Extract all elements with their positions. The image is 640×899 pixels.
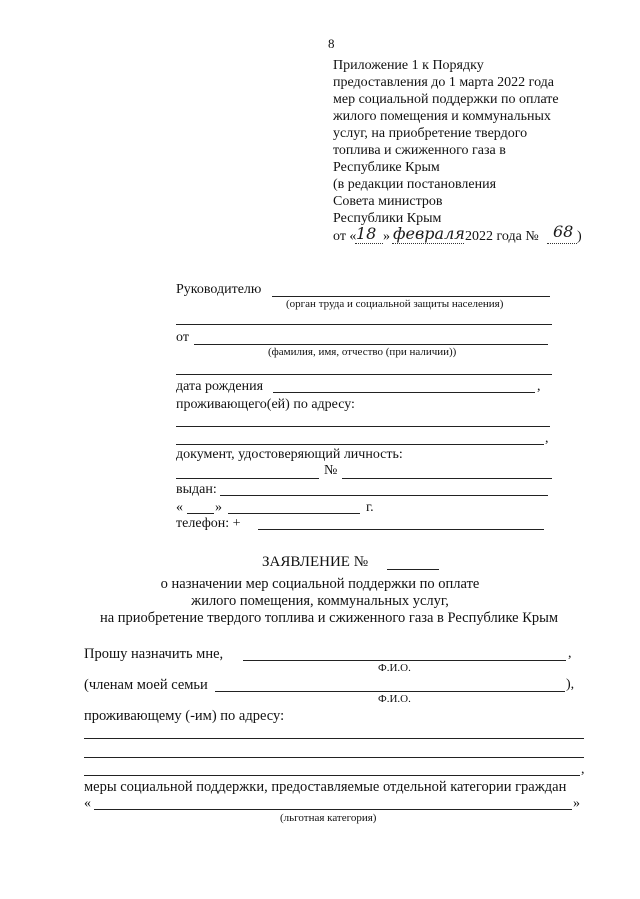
phone-label: телефон: + <box>176 516 241 531</box>
resolution-date-close: ) <box>577 229 582 244</box>
family-label: (членам моей семьи <box>84 677 208 693</box>
family-close: ), <box>566 677 575 692</box>
phone-field[interactable] <box>258 529 544 530</box>
title-line-2: жилого помещения, коммунальных услуг, <box>191 593 449 609</box>
appendix-line: (в редакции постановления <box>333 177 497 192</box>
appendix-line: Республики Крым <box>333 211 442 226</box>
request-comma: , <box>568 646 572 661</box>
body-address-field-2[interactable] <box>84 757 584 758</box>
from-field[interactable] <box>194 344 548 345</box>
body-address-field-3[interactable] <box>84 775 580 776</box>
head-caption: (орган труда и социальной защиты населения) <box>286 298 504 310</box>
birth-comma: , <box>537 379 541 394</box>
appendix-line: топлива и сжиженного газа в <box>333 143 506 158</box>
appendix-line: предоставления до 1 марта 2022 года <box>333 75 555 90</box>
month-line <box>392 243 464 244</box>
measures-label: меры социальной поддержки, предоставляемые отдельной категории граждан <box>84 779 567 795</box>
from-field-line-2[interactable] <box>176 374 552 375</box>
handwritten-day: 18 <box>356 224 377 243</box>
from-caption: (фамилия, имя, отчество (при наличии)) <box>268 346 457 358</box>
issued-label: выдан: <box>176 482 217 497</box>
id-series-field[interactable] <box>176 478 319 479</box>
appendix-line: Республике Крым <box>333 160 440 175</box>
head-field[interactable] <box>272 296 550 297</box>
applicant-fio-field[interactable] <box>243 660 566 661</box>
issue-date-open: « <box>176 500 183 515</box>
id-number-field[interactable] <box>342 478 552 479</box>
issued-field[interactable] <box>220 495 548 496</box>
application-number-field[interactable] <box>387 569 439 570</box>
address-field-1[interactable] <box>176 426 550 427</box>
handwritten-month: февраля <box>393 224 465 243</box>
category-caption: (льготная категория) <box>280 812 377 824</box>
number-sign: № <box>324 463 338 478</box>
address-field-2[interactable] <box>176 444 544 445</box>
handwritten-number: 68 <box>553 222 574 241</box>
address-comma: , <box>581 762 585 777</box>
resolution-date-year: 2022 года № <box>465 229 539 244</box>
issue-date-close: » <box>215 500 222 515</box>
birth-label: дата рождения <box>176 379 264 394</box>
body-address-field-1[interactable] <box>84 738 584 739</box>
issue-day-field[interactable] <box>187 513 214 514</box>
head-field-line-2[interactable] <box>176 324 552 325</box>
from-label: от <box>176 330 189 345</box>
head-label: Руководителю <box>176 282 262 297</box>
appendix-line: услуг, на приобретение твердого <box>333 126 528 141</box>
id-doc-label: документ, удостоверяющий личность: <box>176 447 403 462</box>
title-line-1: о назначении мер социальной поддержки по оплате <box>160 576 480 592</box>
address-comma: , <box>545 431 549 446</box>
fio-caption-2: Ф.И.О. <box>378 693 411 705</box>
family-fio-field[interactable] <box>215 691 565 692</box>
application-heading: ЗАЯВЛЕНИЕ № <box>262 554 369 570</box>
page-number: 8 <box>328 36 335 51</box>
appendix-line: Совета министров <box>333 194 443 209</box>
appendix-line: жилого помещения и коммунальных <box>333 109 551 124</box>
resolution-date-prefix: от « <box>333 229 357 244</box>
issue-month-field[interactable] <box>228 513 360 514</box>
fio-caption: Ф.И.О. <box>378 662 411 674</box>
category-quote-close: » <box>573 796 580 811</box>
residing-label: проживающего(ей) по адресу: <box>176 397 355 412</box>
appendix-line: мер социальной поддержки по оплате <box>333 92 559 107</box>
birth-field[interactable] <box>273 392 535 393</box>
appendix-line: Приложение 1 к Порядку <box>333 58 484 73</box>
number-line <box>547 243 577 244</box>
request-label: Прошу назначить мне, <box>84 646 224 662</box>
resolution-date-mid: » <box>383 229 390 244</box>
category-field[interactable] <box>94 809 572 810</box>
year-suffix: г. <box>366 500 374 515</box>
category-quote-open: « <box>84 796 91 811</box>
address-label: проживающему (-им) по адресу: <box>84 708 285 724</box>
title-line-3: на приобретение твердого топлива и сжиженного газа в Республике Крым <box>99 610 559 626</box>
day-line <box>355 243 383 244</box>
